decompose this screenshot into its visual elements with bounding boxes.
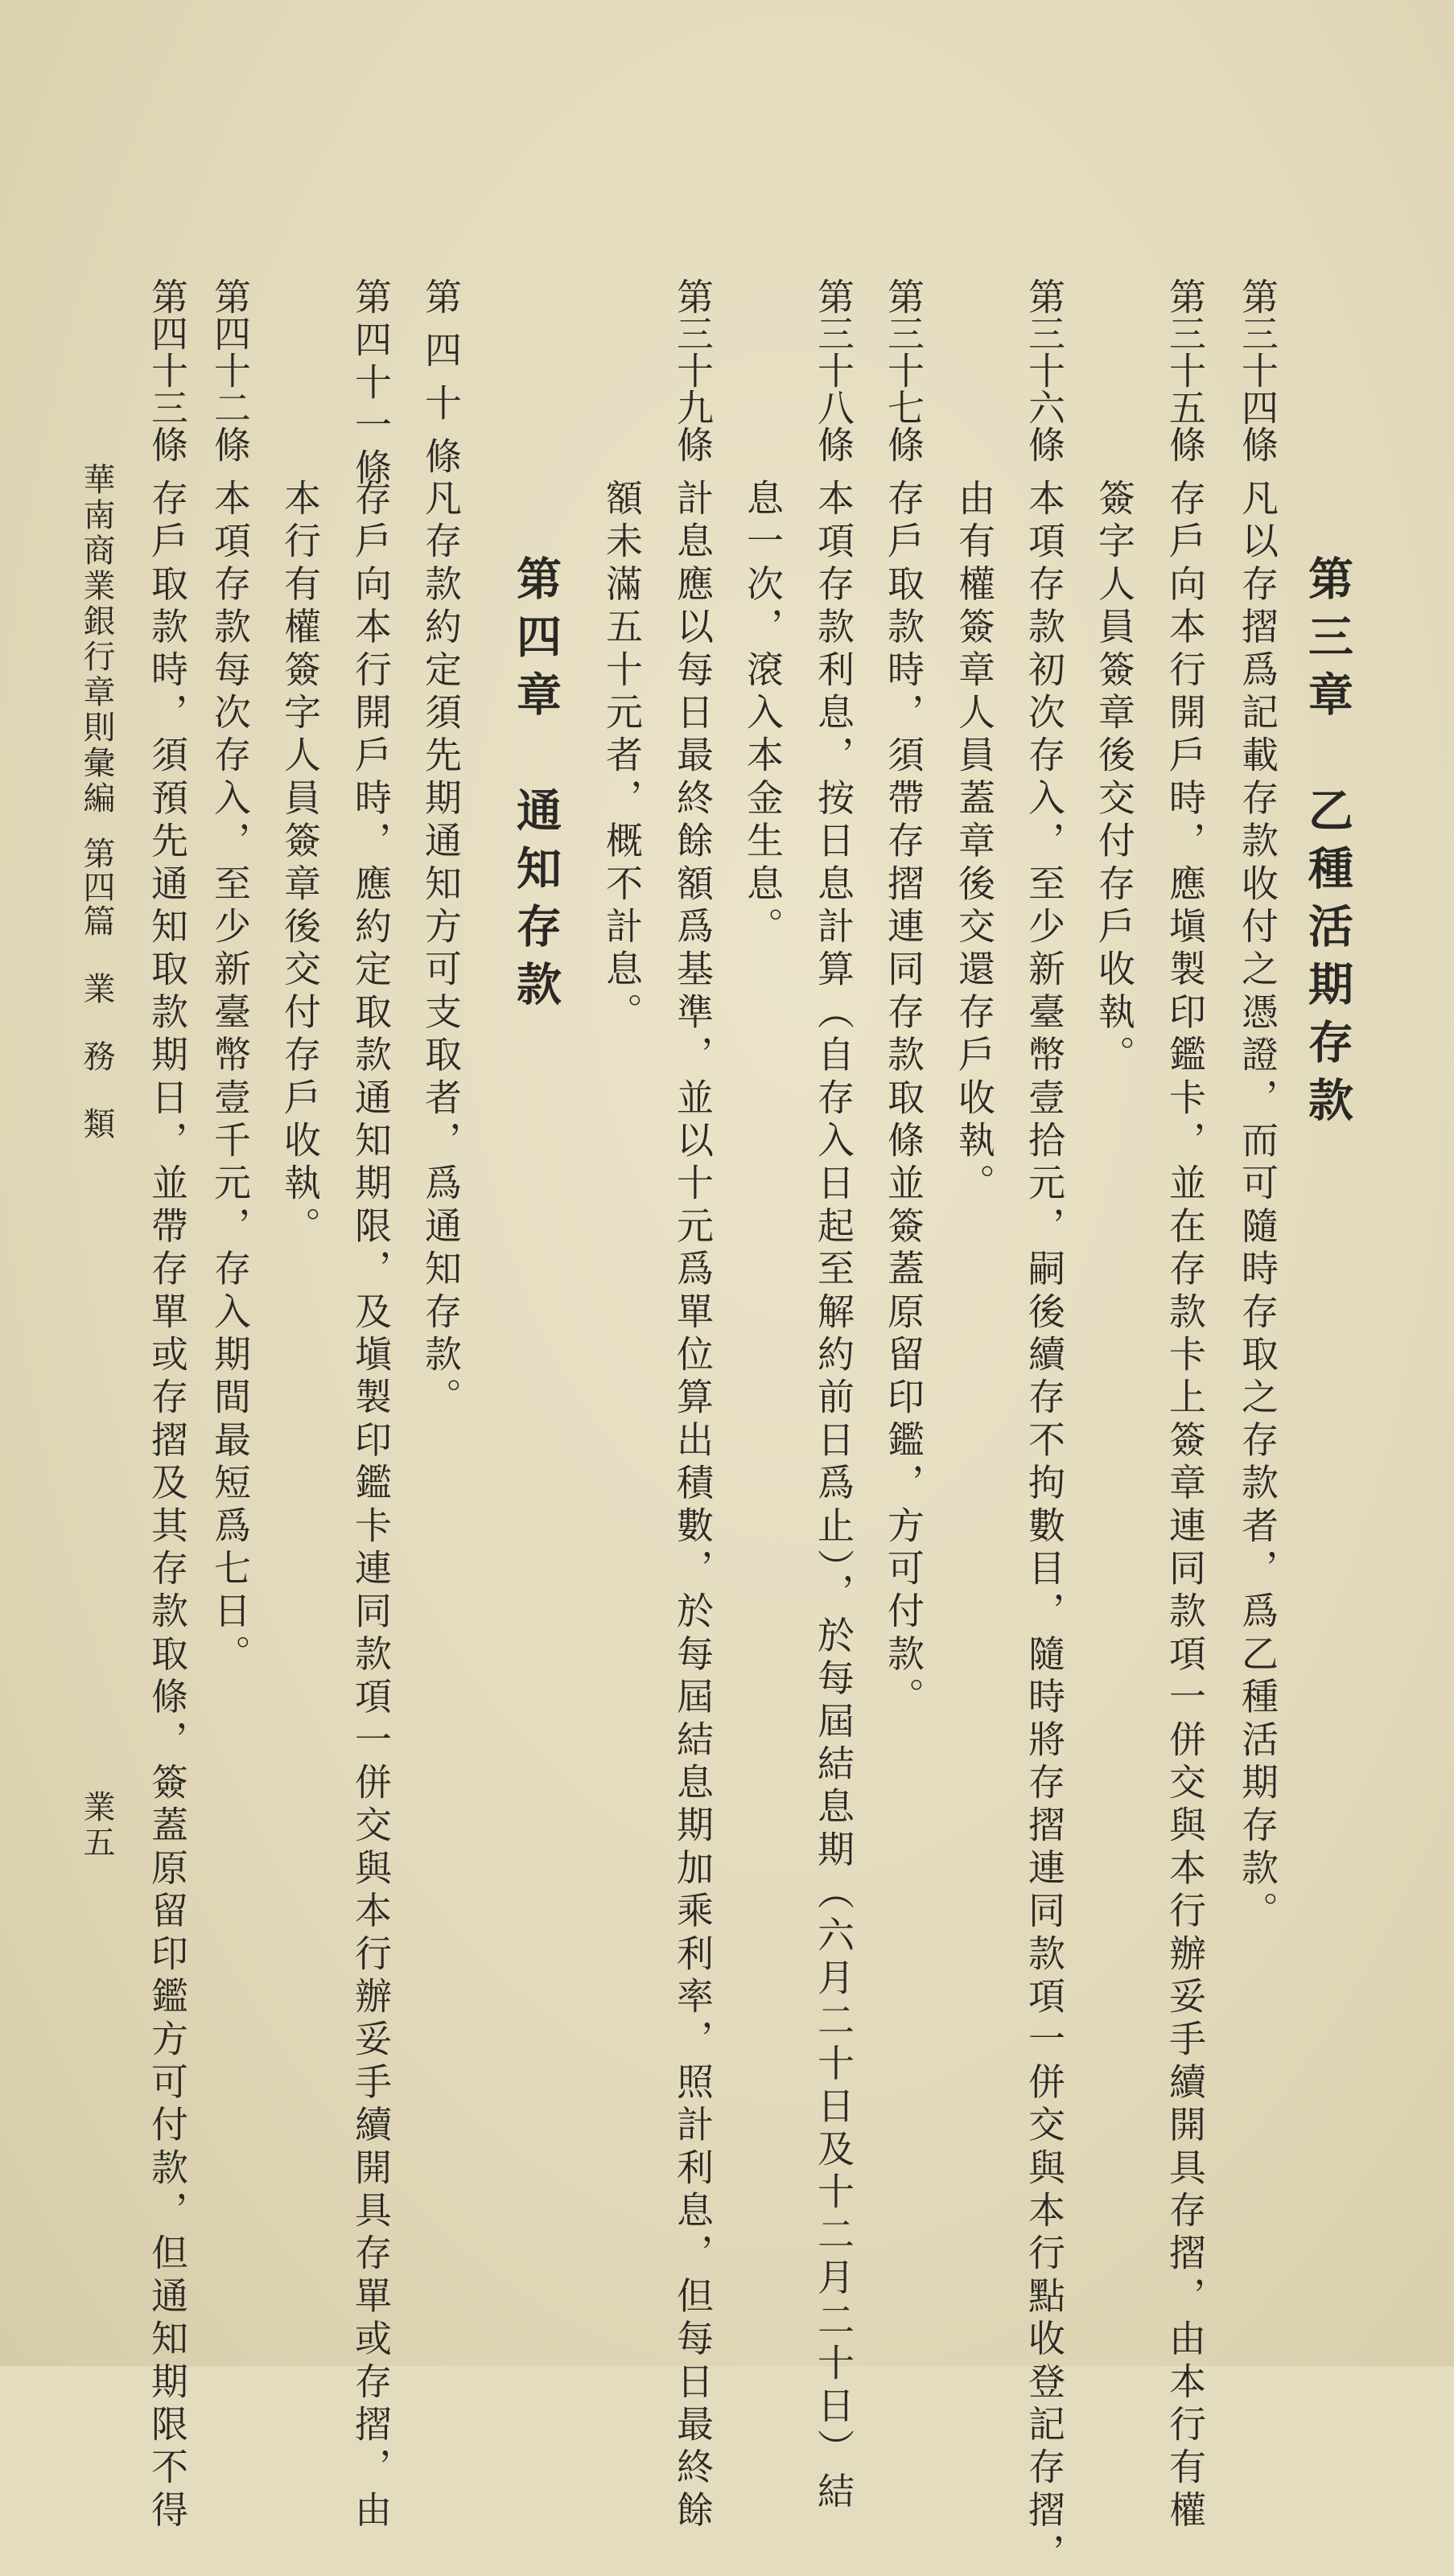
article-43-text-line-1: 存戶取款時，須預先通知取款期日，並帶存單或存摺及其存款取條，簽蓋原留印鑑方可付款，但通知期限不得 — [146, 479, 189, 2533]
article-34-text-line-1: 凡以存摺爲記載存款收付之憑證，而可隨時存取之存款者，爲乙種活期存款。 — [1236, 479, 1279, 1934]
article-41-number: 第四十一條 — [349, 278, 393, 491]
article-38-number: 第三十八條 — [812, 278, 855, 463]
article-36-text-line-2: 由有權簽章人員蓋章後交還存戶收執。 — [953, 479, 996, 1207]
chapter-4-title: 第四章 通知存款 — [509, 555, 562, 1018]
article-38-text-line-2: 息一次，滾入本金生息。 — [741, 479, 785, 950]
article-40-number: 第四十條 — [419, 278, 463, 490]
article-39-text-line-2: 額未滿五十元者，概不計息。 — [600, 479, 644, 1035]
chapter-3-title: 第三章 乙種活期存款 — [1301, 555, 1354, 1134]
footer-book-title: 華南商業銀行章則彙編 — [78, 463, 115, 817]
article-34-number: 第三十四條 — [1236, 278, 1279, 463]
article-37-text-line-1: 存戶取款時，須帶存摺連同存款取條並簽蓋原留印鑑，方可付款。 — [882, 479, 925, 1720]
article-39-number: 第三十九條 — [671, 278, 715, 463]
article-41-text-line-2: 本行有權簽字人員簽章後交付存戶收執。 — [278, 479, 322, 1249]
article-35-text-line-1: 存戶向本行開戶時，應塡製印鑑卡，並在存款卡上簽章連同款項一併交與本行辦妥手續開具存摺，由本行有權 — [1164, 479, 1207, 2533]
article-36-number: 第三十六條 — [1023, 278, 1066, 463]
article-35-text-line-2: 簽字人員簽章後交付存戶收執。 — [1093, 479, 1136, 1078]
article-40-text-line-1: 凡存款約定須先期通知方可支取者，爲通知存款。 — [419, 479, 463, 1421]
article-35-number: 第三十五條 — [1164, 278, 1207, 463]
footer-page-number: 業五 — [78, 1790, 115, 1861]
article-38-text-line-1: 本項存款利息，按日息計算（自存入日起至解約前日爲止），於每屆結息期（六月二十日及十二月二十日）結 — [812, 479, 855, 2515]
article-43-number: 第四十三條 — [146, 278, 189, 463]
footer-section: 第四篇 業 務 類 — [78, 837, 115, 1141]
article-37-number: 第三十七條 — [882, 278, 925, 463]
article-42-number: 第四十二條 — [208, 278, 252, 463]
article-39-text-line-1: 計息應以每日最終餘額爲基準，並以十元爲單位算出積數，於每屆結息期加乘利率，照計利息，但每日最終餘 — [671, 479, 715, 2533]
article-36-text-line-1: 本項存款初次存入，至少新臺幣壹拾元，嗣後續存不拘數目，隨時將存摺連同款項一併交與本行點收登記存摺， — [1023, 479, 1066, 2576]
article-42-text-line-1: 本項存款每次存入，至少新臺幣壹千元，存入期間最短爲七日。 — [208, 479, 252, 1677]
article-41-text-line-1: 存戶向本行開戶時，應約定取款通知期限，及塡製印鑑卡連同款項一併交與本行辦妥手續開具存單或存摺，由 — [349, 479, 393, 2533]
